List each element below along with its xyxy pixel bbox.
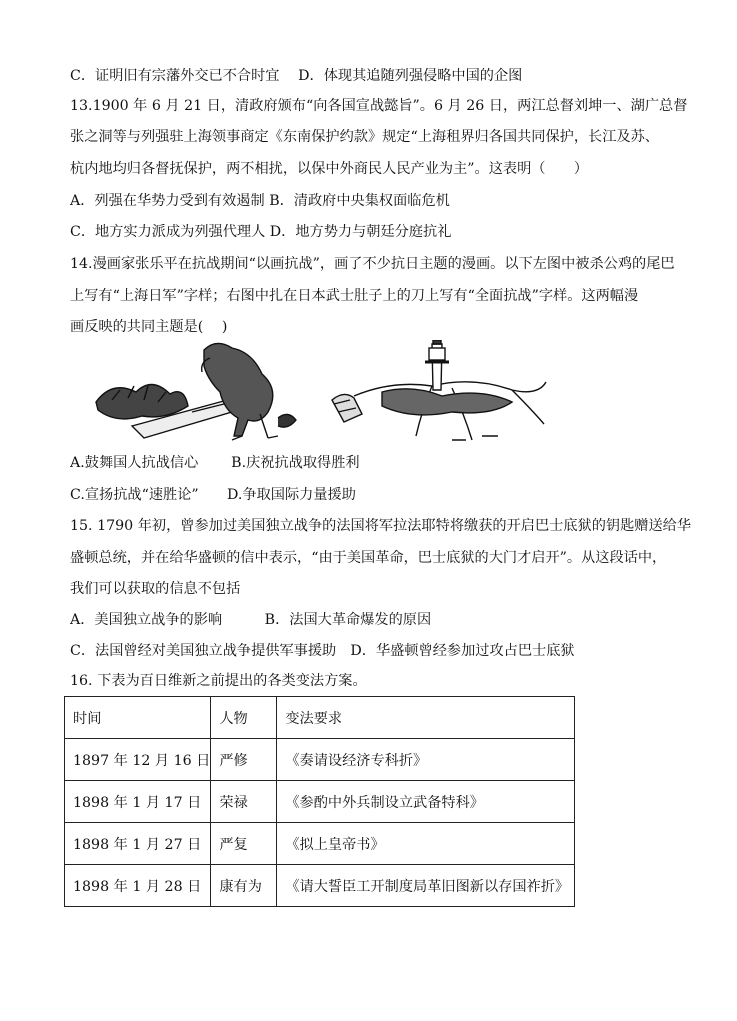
header-time: 时间 bbox=[65, 697, 211, 739]
cell-reform: 《请大誓臣工开制度局革旧图新以存国祚折》 bbox=[277, 865, 575, 907]
table-row bbox=[65, 739, 575, 781]
q15-options-ab: A．美国独立战争的影响 B．法国大革命爆发的原因 bbox=[70, 612, 432, 628]
table-row bbox=[65, 865, 575, 907]
cell-time: 1898 年 1 月 17 日 bbox=[65, 781, 211, 823]
table-header-row bbox=[65, 697, 575, 739]
q14-stem-line3: 画反映的共同主题是( ) bbox=[70, 319, 228, 335]
q14-options-cd: C.宣扬抗战“速胜论” D.争取国际力量援助 bbox=[70, 487, 356, 503]
header-person: 人物 bbox=[211, 697, 277, 739]
q15-stem-line1: 15. 1790 年初，曾参加过美国独立战争的法国将军拉法耶特将缴获的开启巴士底狱的钥匙赠送给华 bbox=[70, 518, 692, 534]
q15-options-cd: C．法国曾经对美国独立战争提供军事援助 D．华盛顿曾经参加过攻占巴士底狱 bbox=[70, 643, 575, 659]
table-row bbox=[65, 781, 575, 823]
q13-options-cd: C．地方实力派成为列强代理人 D．地方势力与朝廷分庭抗礼 bbox=[70, 224, 452, 240]
q13-stem-line3: 杭内地均归各督抚保护，两不相扰，以保中外商民人民产业为主”。这表明（ ） bbox=[70, 161, 589, 177]
q14-cartoons bbox=[92, 340, 552, 448]
cell-time: 1898 年 1 月 27 日 bbox=[65, 823, 211, 865]
q13-stem-line2: 张之洞等与列强驻上海领事商定《东南保护约款》规定“上海租界归各国共同保护，长江及苏、 bbox=[70, 129, 659, 145]
reform-proposals-table bbox=[64, 696, 575, 907]
header-reform: 变法要求 bbox=[277, 697, 575, 739]
q14-options-ab: A.鼓舞国人抗战信心 B.庆祝抗战取得胜利 bbox=[70, 455, 360, 471]
cell-time: 1898 年 1 月 28 日 bbox=[65, 865, 211, 907]
table-row bbox=[65, 823, 575, 865]
right-cartoon-image bbox=[332, 340, 546, 440]
cell-person: 严复 bbox=[211, 823, 277, 865]
cell-time: 1897 年 12 月 16 日 bbox=[65, 739, 211, 781]
q13-options-ab: A．列强在华势力受到有效遏制 B．清政府中央集权面临危机 bbox=[70, 193, 450, 209]
q15-stem-line3: 我们可以获取的信息不包括 bbox=[70, 581, 241, 597]
cell-person: 荣禄 bbox=[211, 781, 277, 823]
q15-stem-line2: 盛顿总统，并在给华盛顿的信中表示，“由于美国革命，巴士底狱的大门才启开”。从这段话中， bbox=[70, 550, 667, 566]
cell-reform: 《奏请设经济专科折》 bbox=[277, 739, 575, 781]
cell-reform: 《拟上皇帝书》 bbox=[277, 823, 575, 865]
q12-options-cd: C．证明旧有宗藩外交已不合时宜 D．体现其追随列强侵略中国的企图 bbox=[70, 68, 523, 84]
cell-person: 严修 bbox=[211, 739, 277, 781]
cell-reform: 《参酌中外兵制设立武备特科》 bbox=[277, 781, 575, 823]
left-cartoon-image bbox=[96, 343, 296, 440]
cell-person: 康有为 bbox=[211, 865, 277, 907]
q13-stem-line1: 13.1900 年 6 月 21 日，清政府颁布“向各国宣战懿旨”。6 月 26 日，两江总督刘坤一、湖广总督 bbox=[70, 98, 688, 114]
q14-stem-line2: 上写有“上海日军”字样；右图中扎在日本武士肚子上的刀上写有“全面抗战”字样。这两幅漫 bbox=[70, 288, 639, 304]
q16-stem: 16. 下表为百日维新之前提出的各类变法方案。 bbox=[70, 673, 367, 689]
q14-stem-line1: 14.漫画家张乐平在抗战期间“以画抗战”，画了不少抗日主题的漫画。以下左图中被杀公鸡的尾巴 bbox=[70, 256, 675, 272]
